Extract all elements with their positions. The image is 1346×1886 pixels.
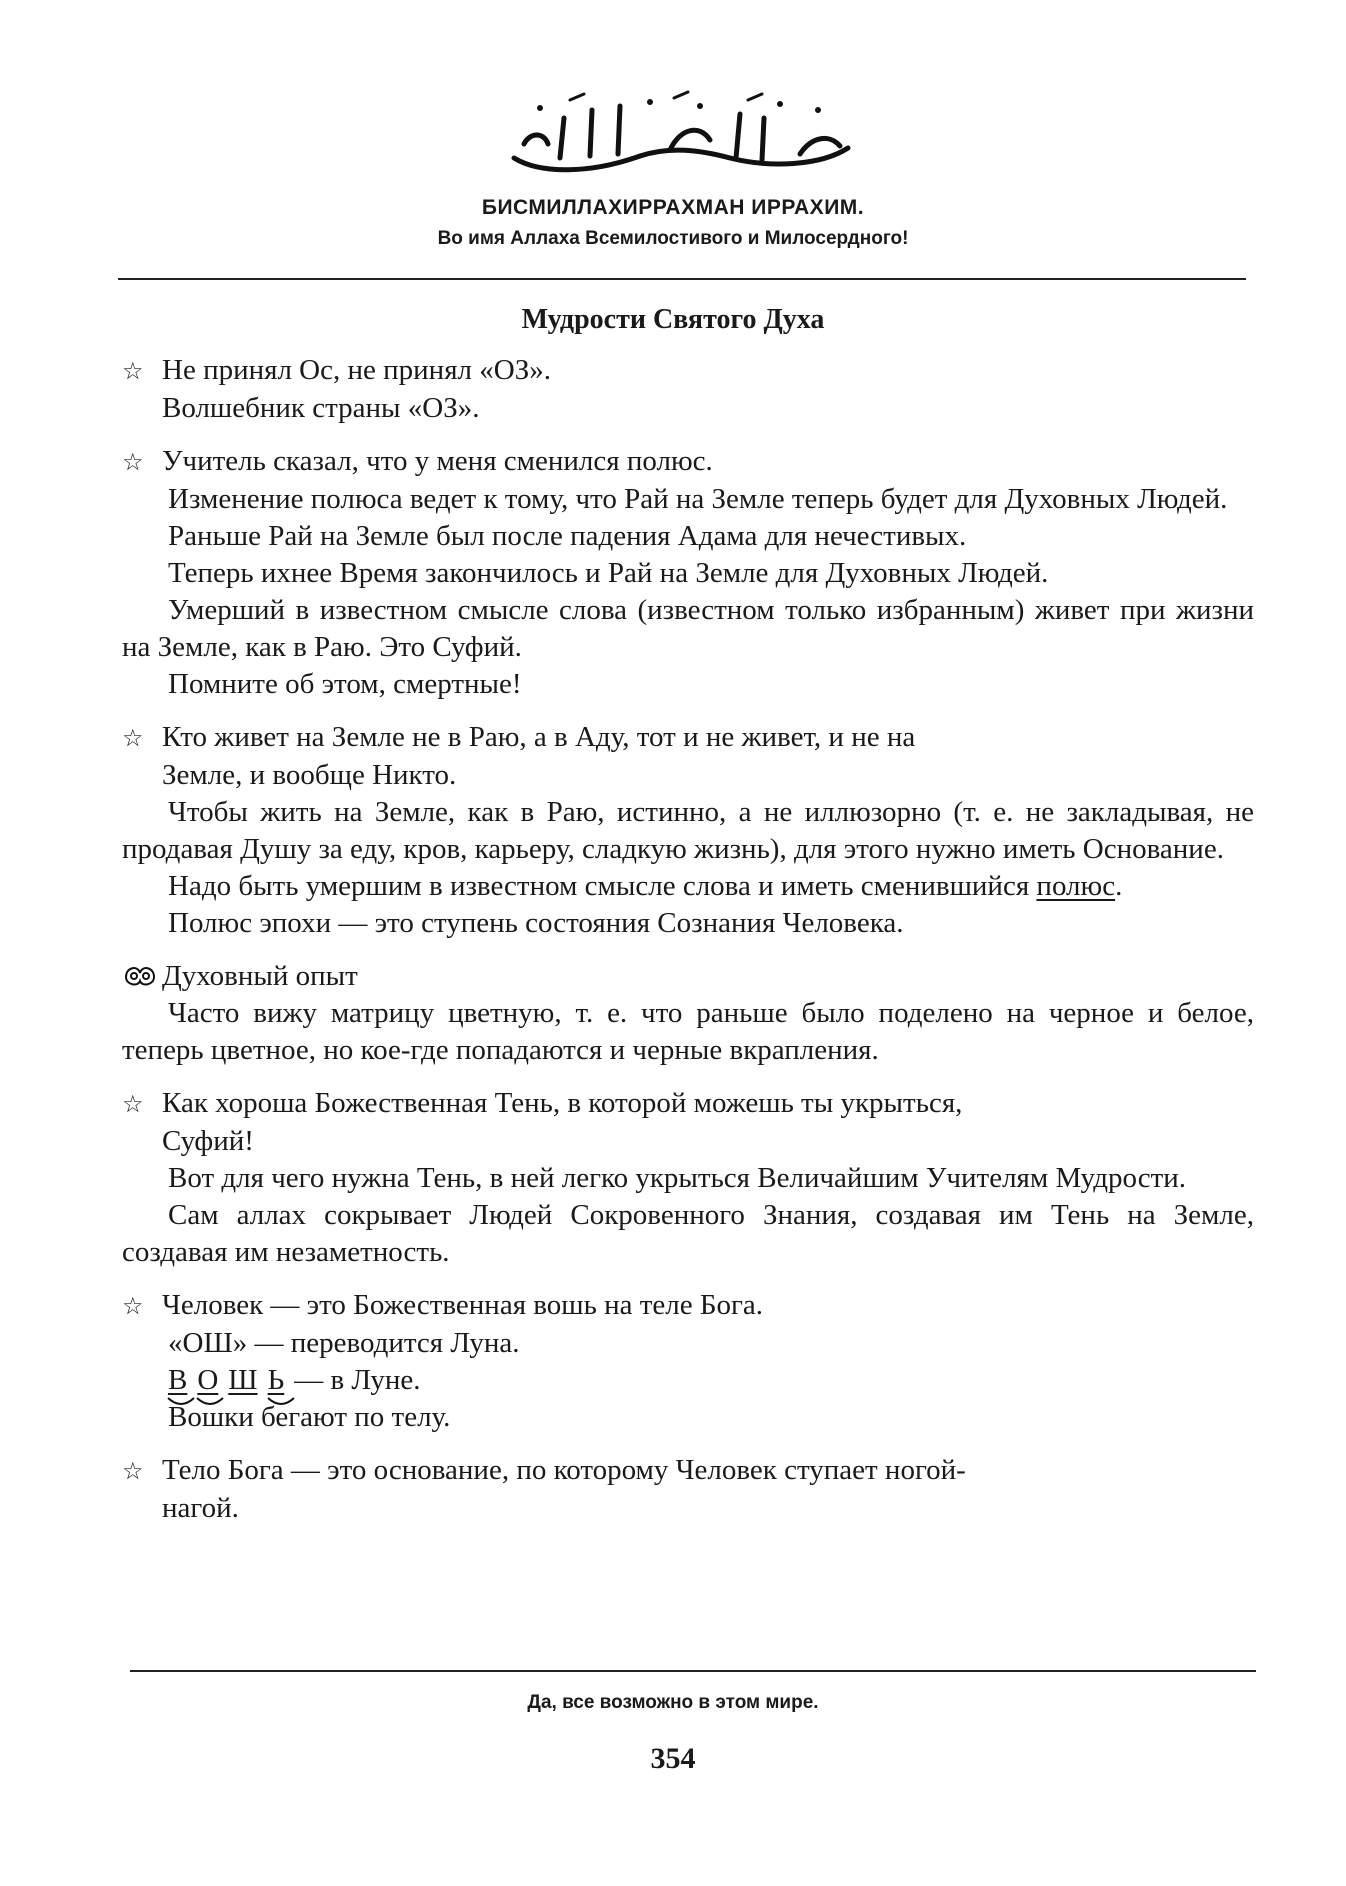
paragraph [122,868,1254,905]
wordplay-line [122,1362,1254,1399]
paragraph: Помните об этом, смертные! [168,668,522,700]
section-4 [122,958,1254,1069]
star-icon: ☆ [122,357,144,385]
section-4-heading: Духовный опыт [162,960,358,992]
section-2 [122,443,1254,703]
section-6-first-line: Человек — это Божественная вошь на теле Бога. [162,1289,764,1321]
wordplay-rest: — в Луне. [294,1364,421,1396]
section-5-first-line: Как хороша Божественная Тень, в которой можешь ты укрыться, [162,1087,963,1119]
page-number: 354 [650,1742,696,1775]
paragraph: Раньше Рай на Земле был после падения Адама для нечестивых. [168,520,967,552]
header-divider [118,278,1246,280]
star-icon: ☆ [122,1457,144,1485]
underlined-word: полюс [1036,870,1116,902]
paragraph: Умерший в известном смысле слова (известном только избранным) живет при жизни на Земле, как в Раю. Это Суфий. [122,594,1254,663]
section-5-continuation: Суфий! [162,1125,254,1157]
section-1-first-line: Не принял Ос, не принял «ОЗ». [162,354,551,386]
section-6 [122,1287,1254,1436]
page-title: Мудрости Святого Духа [521,304,825,335]
star-icon: ☆ [122,1292,144,1320]
footer-text: Да, все возможно в этом мире. [527,1692,819,1713]
spiritual-experience-icon [122,958,162,995]
section-3-first-line: Кто живет на Земле не в Раю, а в Аду, тот и не живет, и не на [162,721,916,753]
section-1 [122,352,1254,427]
section-1-continuation: Волшебник страны «ОЗ». [162,392,480,424]
header-subtitle: Во имя Аллаха Всемилостивого и Милосердного! [437,228,909,249]
wordplay-letter: Ь [268,1362,285,1399]
bismillah-calligraphy-icon [500,88,860,180]
paragraph: Вот для чего нужна Тень, в ней легко укрыться Величайшим Учителям Мудрости. [168,1162,1187,1194]
header-title: БИСМИЛЛАХИРРАХМАН ИРРАХИМ. [481,196,865,219]
paragraph: Сам аллах сокрывает Людей Сокровенного Знания, создавая им Тень на Земле, создавая им незаметность. [122,1199,1254,1268]
section-7-continuation: нагой. [162,1492,239,1524]
paragraph: Часто вижу матрицу цветную, т. е. что раньше было поделено на черное и белое, теперь цветное, но кое-где попадаются и черные вкрапления. [122,997,1254,1066]
paragraph-punct: . [1115,870,1123,902]
section-6-line-2: «ОШ» — переводится Луна. [168,1327,520,1359]
wordplay-letter: О [197,1362,218,1399]
wordplay-letter: Ш [228,1364,258,1396]
section-7-first-line: Тело Бога — это основание, по которому Человек ступает ногой- [162,1454,966,1486]
paragraph-text: Надо быть умершим в известном смысле слова и иметь сменившийся [168,870,1030,902]
section-7 [122,1452,1254,1527]
section-6-line-4: Вошки бегают по телу. [168,1401,451,1433]
section-2-first-line: Учитель сказал, что у меня сменился полюс. [162,445,713,477]
section-3-continuation: Земле, и вообще Никто. [162,759,457,791]
paragraph: Изменение полюса ведет к тому, что Рай на Земле теперь будет для Духовных Людей. [168,483,1228,515]
content [122,352,1254,1543]
star-icon: ☆ [122,724,144,752]
wordplay-letter: В [168,1362,187,1399]
section-3 [122,719,1254,942]
section-5 [122,1085,1254,1271]
star-icon: ☆ [122,448,144,476]
footer-divider [130,1670,1256,1672]
star-icon: ☆ [122,1090,144,1118]
paragraph: Теперь ихнее Время закончилось и Рай на Земле для Духовных Людей. [168,557,1049,589]
paragraph: Полюс эпохи — это ступень состояния Сознания Человека. [168,907,904,939]
paragraph: Чтобы жить на Земле, как в Раю, истинно, а не иллюзорно (т. е. не закладывая, не продавая Душу за еду, кров, карьеру, сладкую жизнь), для этого нужно иметь Основание. [122,796,1254,865]
